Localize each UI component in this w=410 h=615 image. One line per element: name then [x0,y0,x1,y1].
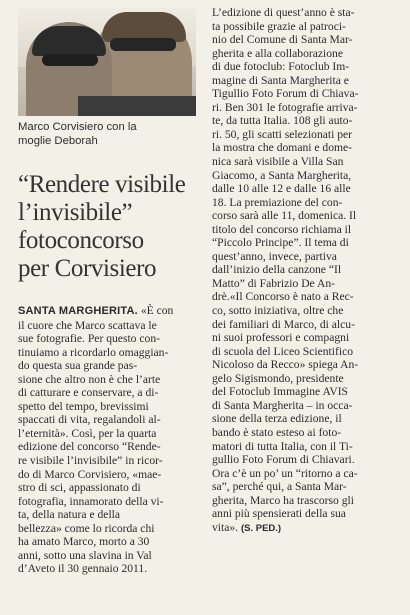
article-first-line [18,304,203,319]
article-line: bando è stato esteso ai foto- [212,425,342,439]
article-line: drè.«Il Concorso è nato a Rec- [212,290,354,304]
article-line: di Santa Margherita – in occa- [212,398,353,412]
article-line: gherita e alla collaborazione [212,46,344,60]
article-line: quest’anno, invece, partiva [212,249,337,263]
photo-caption [18,120,198,148]
article-line: ri. 50, gli scatti selezionati per [212,127,353,141]
article-line: ni suoi professori e compagni [212,331,350,345]
article-line: bellezza» come lo ricorda chi [18,521,155,535]
article-headline [18,171,203,283]
article-line: “Piccolo Principe”. Il tema di [212,236,349,250]
article-line: tinuiamo a ricordarlo omaggian- [18,345,169,359]
article-line: ri. Ben 301 le fotografie arriva- [212,100,358,114]
article-line: corso sarà alle 11, domenica. Il [212,209,357,223]
article-line: Nicoloso da Recco» spiega An- [212,358,359,372]
article-line: spaccati di vita, regalandoli al- [18,413,161,427]
article-line: anni, sotto una slavina in Val [18,548,152,562]
article-line: di catturare e conservare, a di- [18,386,159,400]
article-line: L’edizione di quest’anno è sta- [212,6,355,19]
article-line: nica sarà visibile a Villa San [212,155,344,169]
article-text: vita». [212,520,241,534]
article-line: edizione del concorso “Rende- [18,440,161,454]
photo-cap [32,26,106,56]
article-line: dall’inizio della canzone “Il [212,263,342,277]
headline-line: “Rendere visibile [18,171,186,198]
article-line: Tigullio Foto Forum di Chiava- [212,87,359,101]
article-line: l’eternità». Così, per la quarta [18,426,157,440]
article-line: Ora c’è un po’ un “ritorno a ca- [212,466,358,480]
article-line: la mostra che domani e dome- [212,141,353,155]
article-text: «È con [137,304,174,317]
article-line: matori di tutta Italia, con il Ti- [212,439,353,453]
caption-line: moglie Deborah [18,135,98,147]
article-line: sione che altro non è che l’arte [18,372,161,386]
article-line: ha amato Marco, morto a 30 [18,535,150,549]
article-line: d’Aveto il 30 gennaio 2011. [18,562,148,576]
article-line: di due fotoclub: Fotoclub Im- [212,60,350,74]
article-column-left [18,304,203,576]
article-line: dei familiari di Marco, di alcu- [212,317,355,331]
article-line: fotografia, innamorato della vi- [18,494,164,508]
photo-sunglasses [42,54,98,66]
article-line: do questa sua grande pas- [18,359,138,373]
article-line: gullio Foto Forum di Chiavari. [212,453,355,467]
article-line: Giacomo, a Santa Margherita, [212,168,352,182]
article-last-line [212,521,398,536]
headline-line: l’invisibile” [18,199,133,226]
article-line: 18. La premiazione del con- [212,195,343,209]
article-line: te, da tutta Italia. 108 gli auto- [212,114,353,128]
article-line: ta, della natura e della [18,508,121,522]
article-line: titolo del concorso richiama il [212,222,352,236]
article-line: di scuola del Liceo Scientifico [212,344,354,358]
article-line: stro di sci, appassionato di [18,481,141,495]
article-line: co, sotto iniziativa, oltre che [212,304,344,318]
article-column-right [212,6,398,535]
article-line: ta possibile grazie al patroci- [212,19,346,33]
caption-line: Marco Corvisiero con la [18,121,137,133]
article-line: spetto del tempo, brevissimi [18,399,149,413]
author-signature: (S. PED.) [240,522,282,534]
photo-sunglasses [110,38,176,51]
photo-shirt [78,96,196,116]
article-line: del Fotoclub Immagine AVIS [212,385,349,399]
couple-photo [18,8,196,116]
article-line: Matto” di Fabrizio De An- [212,276,335,290]
article-kicker: SANTA MARGHERITA. [18,305,138,317]
article-line: nio del Comune di Santa Mar- [212,33,353,47]
article-line: re visibile l’invisibile” in ricor- [18,454,163,468]
article-line: sue fotografie. Per questo con- [18,332,160,346]
article-line: anni più spensierati della sua [212,507,346,521]
headline-line: fotoconcorso [18,227,144,254]
article-line: magine di Santa Margherita e [212,73,349,87]
article-line: sione della terza edizione, il [212,412,342,426]
article-line: sa”, perché qui, a Santa Mar- [212,480,347,494]
headline-line: per Corvisiero [18,255,157,282]
article-line: do di Marco Corvisiero, «mae- [18,467,162,481]
article-line: il cuore che Marco scattava le [18,318,157,332]
article-line: gherita, Marco ha trascorso gli [212,493,354,507]
article-line: gelo Sigismondo, presidente [212,371,344,385]
article-line: dalle 10 alle 12 e dalle 16 alle [212,182,351,196]
